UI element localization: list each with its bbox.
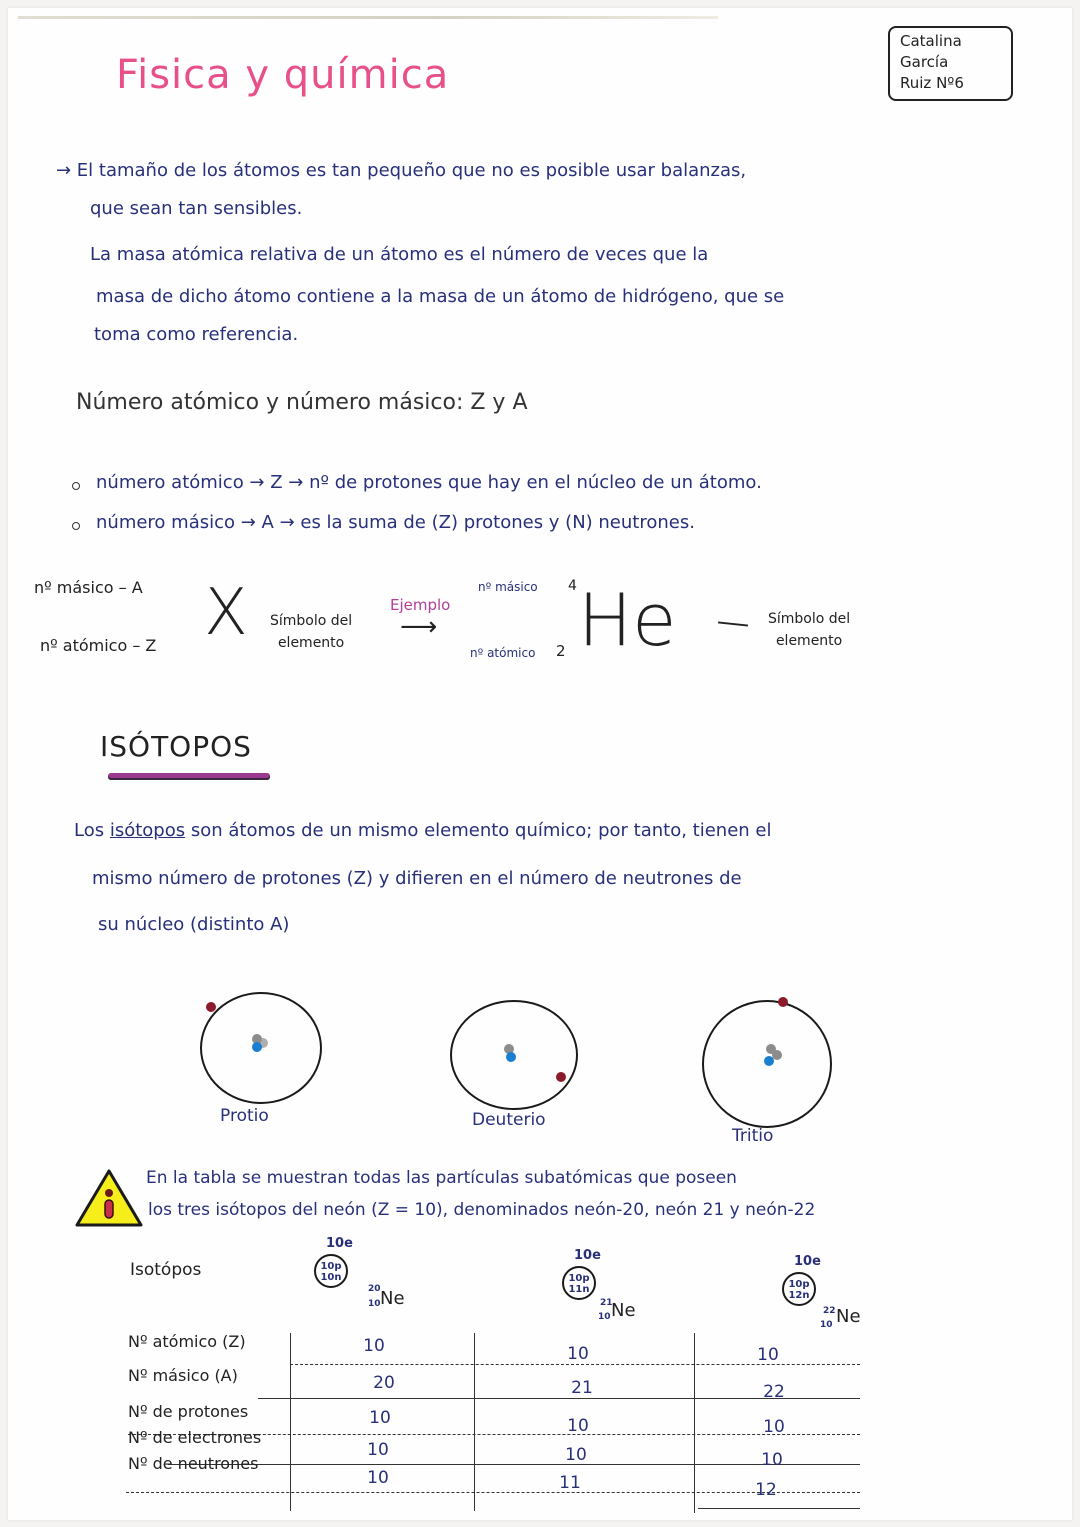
def-word-los: Los — [74, 820, 105, 841]
cell-a-ne21: 21 — [571, 1378, 593, 1398]
example-arrow: ⟶ — [400, 612, 438, 642]
intro-line-1: → El tamaño de los átomos es tan pequeño que no es posible usar balanzas, — [56, 160, 747, 181]
note-line-1: En la tabla se muestran todas las partículas subatómicas que poseen — [146, 1168, 737, 1188]
table-bottom-line — [698, 1508, 860, 1509]
isotope-def-line-3: su núcleo (distinto A) — [98, 914, 290, 935]
cell-a-ne20: 20 — [373, 1373, 395, 1393]
he-atomic-label: nº atómico — [470, 646, 536, 660]
symbol-caption-line-1: Símbolo del — [270, 613, 353, 629]
he-caption-line-1: Símbolo del — [768, 611, 851, 627]
cell-neutrons-ne22: 12 — [755, 1480, 777, 1500]
electron-dot — [556, 1072, 566, 1082]
relative-mass-line-3: toma como referencia. — [94, 324, 299, 345]
ne21-symbol: Ne — [611, 1300, 636, 1321]
helium-symbol: He — [578, 578, 677, 662]
proton-dot — [506, 1052, 516, 1062]
def-word-isotopos: isótopos — [109, 820, 186, 841]
ne22-mass: 22 — [823, 1306, 836, 1316]
ne20-nucleus — [314, 1254, 348, 1288]
symbol-caption-line-2: elemento — [277, 635, 345, 651]
isotopes-heading: ISÓTOPOS — [100, 730, 252, 763]
cell-protons-ne20: 10 — [369, 1408, 391, 1428]
he-symbol-caption — [768, 608, 850, 652]
ne21-neutrons: 11n — [568, 1284, 590, 1295]
ne20-electrons: 10e — [326, 1236, 353, 1251]
cell-electrons-ne20: 10 — [367, 1440, 389, 1460]
ne21-mass: 21 — [600, 1298, 613, 1308]
warning-info-icon — [74, 1168, 144, 1228]
ne20-symbol: Ne — [380, 1288, 405, 1309]
ne22-protons: 10p — [788, 1279, 810, 1290]
cell-neutrons-ne21: 11 — [559, 1473, 581, 1493]
page-edge-mark — [18, 16, 718, 19]
name-line-1: Catalina — [900, 32, 962, 50]
bullet-atomic-number: número atómico → Z → nº de protones que hay en el núcleo de un átomo. — [96, 472, 762, 493]
za-heading: Número atómico y número másico: Z y A — [76, 390, 528, 415]
protium-label: Protio — [220, 1106, 269, 1126]
electron-dot — [206, 1002, 216, 1012]
cell-electrons-ne21: 10 — [565, 1445, 587, 1465]
page-title: Fisica y química — [116, 52, 450, 98]
cell-z-ne21: 10 — [567, 1344, 589, 1364]
cell-a-ne22: 22 — [763, 1382, 785, 1402]
cell-z-ne22: 10 — [757, 1345, 779, 1365]
table-vline-col1 — [474, 1333, 475, 1511]
note-line-2: los tres isótopos del neón (Z = 10), denominados neón-20, neón 21 y neón-22 — [148, 1200, 816, 1220]
ne21-protons: 10p — [568, 1273, 590, 1284]
bullet-mass-number: número másico → A → es la suma de (Z) protones y (N) neutrones. — [96, 512, 695, 533]
row-label-atomic-number: Nº atómico (Z) — [128, 1332, 246, 1351]
generic-element-symbol: X — [204, 576, 248, 650]
he-pointer-line — [718, 621, 748, 626]
isotopes-heading-underline — [108, 773, 270, 780]
he-caption-line-2: elemento — [775, 633, 843, 649]
student-name-box — [888, 26, 1013, 101]
ne20-atomic: 10 — [368, 1299, 381, 1309]
symbol-caption — [270, 610, 352, 654]
ne21-atomic: 10 — [598, 1312, 611, 1322]
proton-dot — [252, 1042, 262, 1052]
cell-neutrons-ne20: 10 — [367, 1468, 389, 1488]
relative-mass-line-2: masa de dicho átomo contiene a la masa de un átomo de hidrógeno, que se — [96, 286, 785, 307]
row-label-protons: Nº de protones — [128, 1402, 249, 1421]
deuterium-atom-diagram — [450, 1000, 578, 1110]
table-header-label: Isotópos — [130, 1260, 202, 1280]
ne22-nucleus — [782, 1272, 816, 1306]
name-line-3: Ruiz Nº6 — [900, 74, 964, 92]
mass-number-label: nº másico – A — [34, 578, 143, 597]
tritium-atom-diagram — [702, 1000, 832, 1128]
def-line-1-rest: son átomos de un mismo elemento químico; por tanto, tienen el — [190, 820, 772, 841]
protium-atom-diagram — [200, 992, 322, 1104]
isotope-def-line-2: mismo número de protones (Z) y difieren en el número de neutrones de — [92, 868, 742, 889]
ne20-mass: 20 — [368, 1284, 381, 1294]
cell-protons-ne22: 10 — [763, 1417, 785, 1437]
proton-dot — [764, 1056, 774, 1066]
table-vline-labels — [290, 1333, 291, 1511]
deuterium-label: Deuterio — [472, 1110, 546, 1130]
electron-dot — [778, 997, 788, 1007]
intro-line-2: que sean tan sensibles. — [90, 198, 303, 219]
ne22-electrons: 10e — [794, 1254, 821, 1269]
isotope-def-line-1 — [74, 820, 771, 841]
ne21-nucleus — [562, 1266, 596, 1300]
row-label-mass-number: Nº másico (A) — [128, 1366, 238, 1385]
ne22-neutrons: 12n — [788, 1290, 810, 1301]
ne22-symbol: Ne — [836, 1306, 861, 1327]
ne21-electrons: 10e — [574, 1248, 601, 1263]
atomic-number-label: nº atómico – Z — [40, 636, 157, 655]
relative-mass-line-1: La masa atómica relativa de un átomo es el número de veces que la — [90, 244, 709, 265]
ne20-protons: 10p — [320, 1261, 342, 1272]
table-vline-col2 — [694, 1333, 695, 1513]
ne22-atomic: 10 — [820, 1320, 833, 1330]
cell-z-ne20: 10 — [363, 1336, 385, 1356]
tritium-label: Tritio — [732, 1126, 774, 1146]
he-atomic-value: 2 — [556, 642, 566, 660]
row-label-neutrons: Nº de neutrones — [128, 1454, 259, 1473]
he-mass-label: nº másico — [478, 580, 538, 594]
cell-protons-ne21: 10 — [567, 1416, 589, 1436]
he-mass-value: 4 — [568, 578, 577, 594]
name-line-2: García — [900, 53, 949, 71]
example-label: Ejemplo — [390, 596, 451, 614]
notebook-page — [8, 8, 1072, 1520]
cell-electrons-ne22: 10 — [761, 1450, 783, 1470]
row-label-electrons: Nº de electrones — [128, 1428, 262, 1447]
ne20-neutrons: 10n — [320, 1272, 342, 1283]
